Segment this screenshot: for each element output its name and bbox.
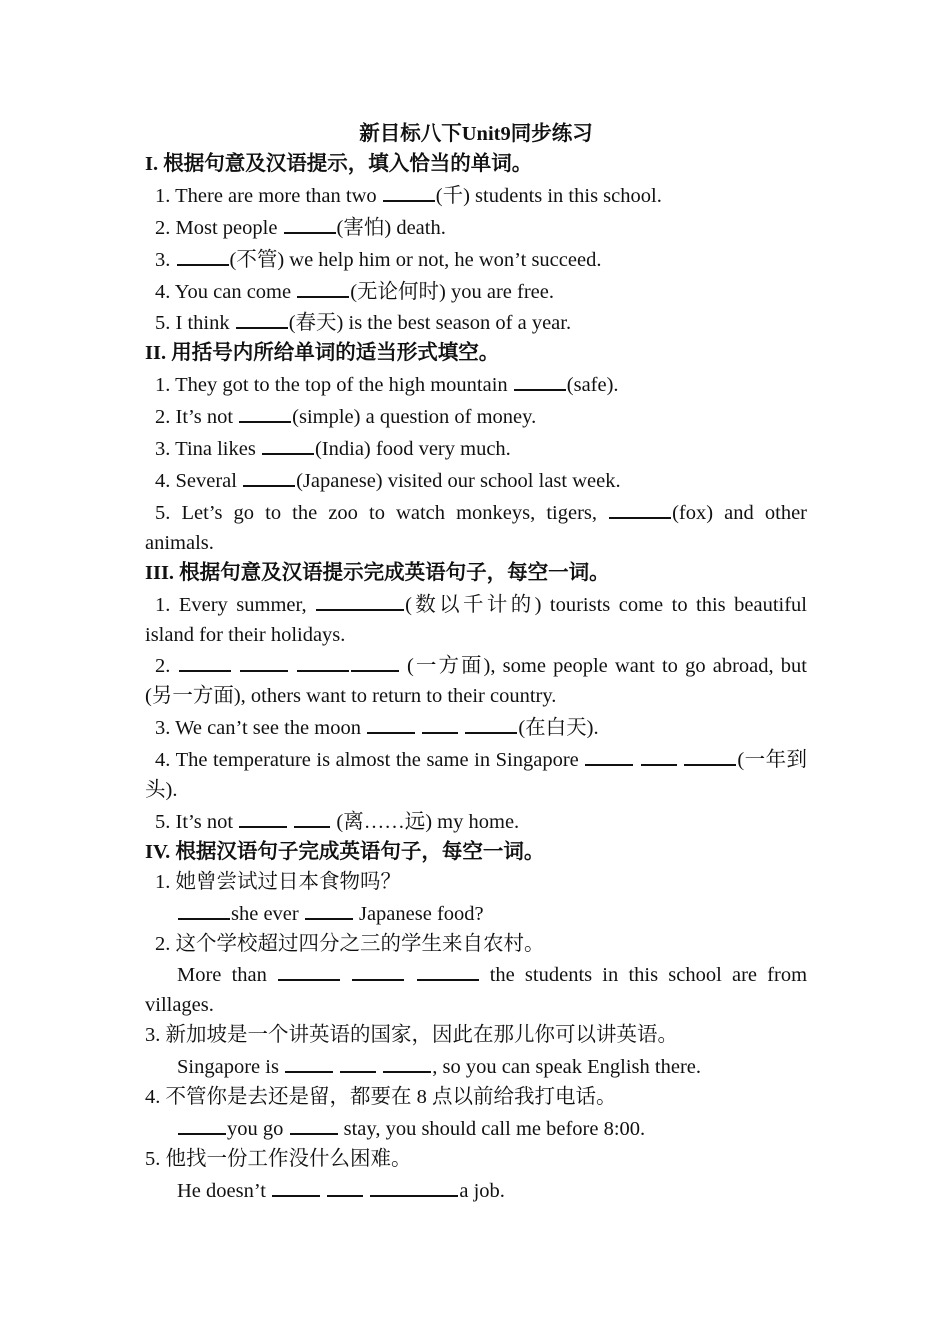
q-number: 3. [155, 717, 171, 740]
question [145, 212, 807, 244]
q-number: 2. [155, 216, 171, 239]
question-answer-line [145, 959, 807, 1021]
q-text: you go [227, 1118, 289, 1140]
q-number: 4. [155, 749, 171, 772]
answer-blank[interactable] [243, 465, 295, 487]
question [145, 589, 807, 651]
q-text: Singapore is [177, 1056, 285, 1079]
q-text: (春天) is the best season of a year. [288, 312, 572, 335]
question-answer-line [145, 1051, 807, 1083]
answer-blank[interactable] [284, 212, 336, 234]
q-number: 2. [155, 932, 171, 955]
q-text: (害怕) death. [336, 216, 446, 239]
question [145, 433, 807, 465]
q-text: It’s not [175, 810, 239, 833]
q-number: 5. [155, 810, 171, 833]
q-text: (fox) and other animals. [145, 501, 807, 554]
question [145, 650, 807, 712]
section-heading: III. 根据句意及汉语提示完成英语句子，每空一词。 [145, 561, 610, 584]
answer-blank[interactable] [177, 244, 229, 266]
q-text: We can’t see the moon [175, 717, 367, 740]
question-prompt [145, 930, 807, 960]
answer-blank[interactable] [239, 806, 287, 828]
answer-blank[interactable] [383, 180, 435, 202]
q-text: They got to the top of the high mountain [175, 374, 513, 397]
answer-blank[interactable] [262, 433, 314, 455]
q-text: (在白天). [518, 717, 599, 740]
question-prompt [145, 868, 807, 898]
q-number: 3. [155, 248, 171, 271]
section-heading: II. 用括号内所给单词的适当形式填空。 [145, 342, 500, 365]
answer-blank[interactable] [178, 1113, 226, 1135]
q-text: You can come [174, 280, 297, 303]
q-text: (一年到头). [145, 749, 808, 802]
q-text: Several [175, 469, 243, 492]
question [145, 180, 807, 212]
answer-blank[interactable] [327, 1175, 363, 1197]
q-number: 4. [145, 1086, 161, 1109]
q-number: 5. [155, 501, 171, 524]
answer-blank[interactable] [305, 898, 353, 920]
q-text: stay, you should call me before 8:00. [338, 1118, 646, 1140]
q-number: 5. [155, 312, 171, 335]
q-text: she ever [231, 902, 304, 925]
answer-blank[interactable] [370, 1175, 458, 1197]
q-text: Every summer, [178, 593, 316, 616]
q-text: (safe). [566, 374, 619, 397]
q-chinese: 他找一份工作没什么困难。 [165, 1147, 412, 1170]
answer-blank[interactable] [514, 369, 566, 391]
q-number: 2. [155, 406, 171, 429]
answer-blank[interactable] [352, 959, 404, 981]
question [145, 276, 807, 308]
section-heading: IV. 根据汉语句子完成英语句子，每空一词。 [145, 840, 545, 863]
answer-blank[interactable] [316, 589, 404, 611]
q-text: The temperature is almost the same in Singapore [175, 749, 585, 772]
answer-blank[interactable] [297, 276, 349, 298]
question [145, 307, 807, 339]
question [145, 712, 807, 744]
q-chinese: 这个学校超过四分之三的学生来自农村。 [175, 932, 545, 955]
q-number: 5. [145, 1147, 161, 1170]
answer-blank[interactable] [285, 1051, 333, 1073]
answer-blank[interactable] [641, 744, 677, 766]
q-text: a job. [459, 1179, 505, 1202]
answer-blank[interactable] [417, 959, 479, 981]
page-title: 新目标八下Unit9同步练习 [359, 123, 593, 145]
question-answer-line [145, 1113, 807, 1145]
q-text: Tina likes [175, 438, 261, 461]
answer-blank[interactable] [684, 744, 736, 766]
question [145, 244, 807, 276]
q-text: He doesn’t [177, 1179, 272, 1202]
answer-blank[interactable] [294, 806, 330, 828]
answer-blank[interactable] [609, 497, 671, 519]
answer-blank[interactable] [239, 401, 291, 423]
answer-blank[interactable] [290, 1113, 338, 1135]
question [145, 806, 807, 838]
q-text: Most people [175, 216, 283, 239]
answer-blank[interactable] [297, 650, 349, 672]
question-answer-line [145, 1175, 807, 1207]
answer-blank[interactable] [367, 712, 415, 734]
q-number: 1. [155, 870, 171, 893]
question [145, 369, 807, 401]
answer-blank[interactable] [422, 712, 458, 734]
q-number: 2. [155, 655, 171, 678]
answer-blank[interactable] [179, 650, 231, 672]
q-number: 3. [145, 1024, 161, 1047]
q-text: (不管) we help him or not, he won’t succeed. [229, 248, 602, 271]
q-number: 3. [155, 438, 171, 461]
answer-blank[interactable] [340, 1051, 376, 1073]
question-prompt [145, 1021, 807, 1051]
q-text: the students in this school are from villages. [145, 964, 808, 1017]
q-number: 4. [155, 469, 171, 492]
q-text: Let’s go to the zoo to watch monkeys, tigers, [181, 501, 609, 524]
q-text: I think [175, 312, 235, 335]
question [145, 401, 807, 433]
q-text: (India) food very much. [314, 438, 511, 461]
q-chinese: 不管你是去还是留，都要在 8 点以前给我打电话。 [165, 1086, 617, 1109]
q-chinese: 她曾尝试过日本食物吗？ [175, 870, 401, 893]
answer-blank[interactable] [465, 712, 517, 734]
answer-blank[interactable] [272, 1175, 320, 1197]
answer-blank[interactable] [178, 898, 230, 920]
q-text: More than [177, 964, 278, 987]
answer-blank[interactable] [383, 1051, 431, 1073]
q-text: (离……远) my home. [331, 810, 520, 833]
question [145, 497, 807, 559]
q-number: 1. [155, 184, 171, 207]
q-text: (数以千计的) tourists come to this beautiful island for their holidays. [145, 593, 808, 646]
section-heading: I. 根据句意及汉语提示，填入恰当的单词。 [145, 152, 533, 175]
question-prompt [145, 1145, 807, 1175]
answer-blank[interactable] [236, 307, 288, 329]
question [145, 744, 807, 806]
q-text: It’s not [175, 406, 239, 429]
question-answer-line [145, 898, 807, 930]
q-text: , so you can speak English there. [432, 1056, 702, 1079]
answer-blank[interactable] [240, 650, 288, 672]
q-text: (Japanese) visited our school last week. [296, 469, 621, 492]
worksheet [145, 120, 807, 1207]
q-text: There are more than two [175, 184, 382, 207]
q-text: (千) students in this school. [435, 184, 662, 207]
q-chinese: 新加坡是一个讲英语的国家，因此在那儿你可以讲英语。 [165, 1024, 678, 1047]
q-number: 1. [155, 374, 171, 397]
q-text: (无论何时) you are free. [350, 280, 554, 303]
question-prompt [145, 1083, 807, 1113]
q-text: Japanese food? [353, 902, 484, 925]
question [145, 465, 807, 497]
answer-blank[interactable] [351, 650, 399, 672]
answer-blank[interactable] [585, 744, 633, 766]
answer-blank[interactable] [278, 959, 340, 981]
q-number: 4. [155, 280, 171, 303]
q-number: 1. [155, 593, 171, 616]
q-text: (一方面), some people want to go abroad, but (另一方面), others want to return to their country. [145, 655, 807, 708]
q-text: (simple) a question of money. [292, 406, 537, 429]
